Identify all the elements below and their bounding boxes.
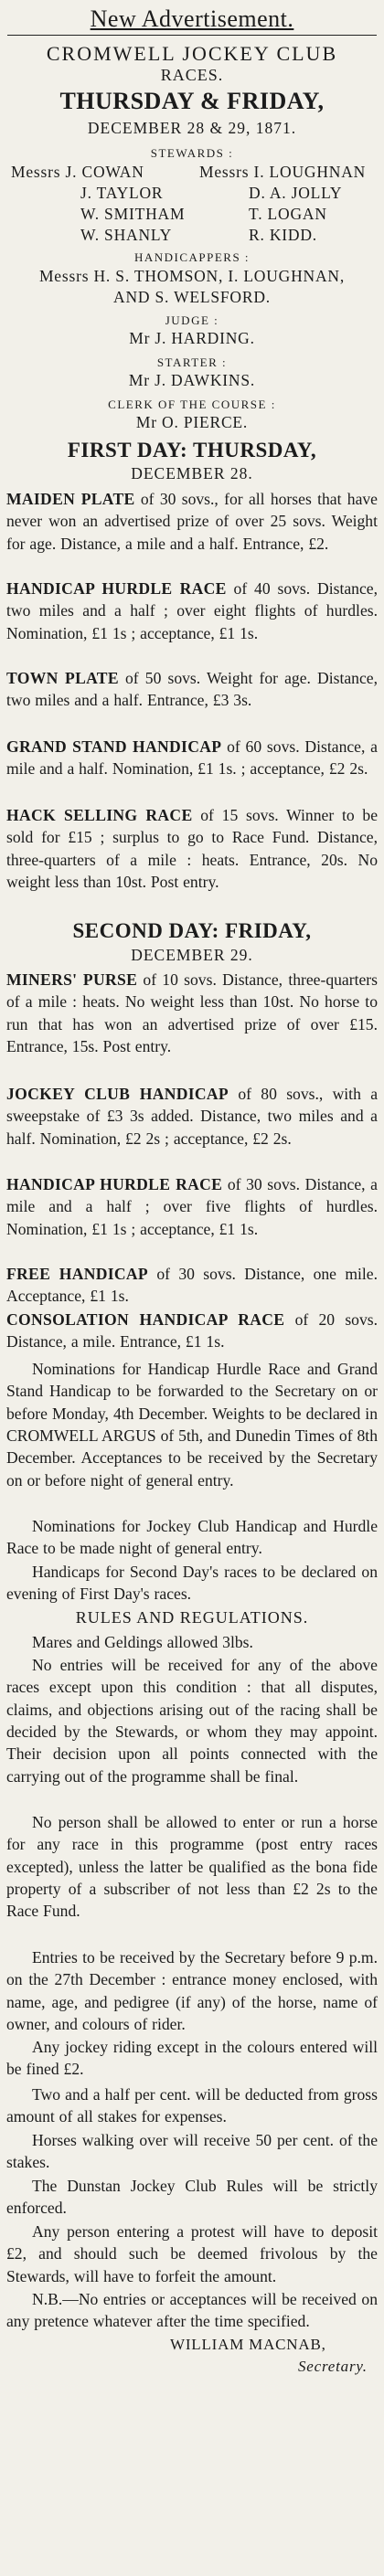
nominations-paragraph-2: Nominations for Jockey Club Handicap and Hurdle Race to be made night of general entry. — [6, 1517, 378, 1558]
race-name: MINERS' PURSE — [6, 970, 138, 989]
rule-2: No entries will be received for any of the above races except upon this condition : that all disputes, claims, and objections arising out of the racing shall be decided by the Stewards, or whom they may appoint. Their decision upon all points connected with the carrying out of the programme shall be final. — [6, 1656, 378, 1786]
rule-4: Entries to be received by the Secretary before 9 p.m. on the 27th December : entrance money enclosed, with name, age, and pedigree (if any) of the horse, name of owner, and colours of rider. — [6, 1948, 378, 2034]
steward-right-2: D. A. JOLLY — [249, 184, 343, 202]
race-name: HANDICAP HURDLE RACE — [6, 1175, 223, 1193]
race-name: HANDICAP HURDLE RACE — [6, 579, 227, 598]
race-details: of 40 sovs. Distance, two miles and a half ; over eight flights of hurdles. Nomination, £1 1s ; acceptance, £1 1s. — [6, 579, 378, 642]
race-details: of 50 sovs. Weight for age. Distance, two miles and a half. Entrance, £3 3s. — [6, 669, 378, 710]
race-details: of 15 sovs. Winner to be sold for £15 ; surplus to go to Race Fund. Distance, three-quarters of a mile : heats. Entrance, 20s. No weight less than 10st. Post entry. — [6, 806, 378, 892]
race-free-handicap — [6, 1263, 378, 1308]
race-details: of 80 sovs., with a sweepstake of £3 3s added. Distance, two miles and a half. Nomination, £2 2s ; acceptance, £2 2s. — [6, 1085, 378, 1148]
handicappers-label: HANDICAPPERS : — [133, 250, 251, 264]
race-maiden-plate — [6, 488, 378, 555]
nominations-paragraph-3: Handicaps for Second Day's races to be declared on evening of First Day's races. — [6, 1563, 378, 1604]
rule-9: Any person entering a protest will have to deposit £2, and should such be deemed frivolous by the Stewards, will have to forfeit the amount. — [6, 2222, 378, 2285]
header-rule — [7, 35, 377, 36]
rule-7: Horses walking over will receive 50 per cent. of the stakes. — [6, 2131, 378, 2172]
rules-title: RULES AND REGULATIONS. — [75, 1608, 309, 1627]
main-date: DECEMBER 28 & 29, 1871. — [87, 119, 297, 137]
handicappers-line2: AND S. WELSFORD. — [113, 288, 271, 306]
race-name: FREE HANDICAP — [6, 1265, 148, 1283]
judge-name: Mr J. HARDING. — [129, 329, 255, 347]
races-label: RACES. — [160, 66, 224, 84]
first-day-title: FIRST DAY: THURSDAY, — [67, 439, 317, 461]
steward-left-4: W. SHANLY — [80, 226, 173, 244]
signature-title: Secretary. — [298, 2358, 368, 2375]
club-title: CROMWELL JOCKEY CLUB — [46, 42, 338, 65]
race-handicap-hurdle-2 — [6, 1173, 378, 1240]
race-name: CONSOLATION HANDICAP RACE — [6, 1310, 285, 1329]
race-details: of 20 sovs. Distance, a mile. Entrance, £1 1s. — [6, 1310, 379, 1352]
stewards-label: STEWARDS : — [150, 146, 234, 160]
race-name: JOCKEY CLUB HANDICAP — [6, 1085, 229, 1103]
steward-left-3: W. SMITHAM — [80, 205, 186, 223]
starter-name: Mr J. DAWKINS. — [128, 371, 256, 389]
race-name: GRAND STAND HANDICAP — [6, 737, 222, 756]
race-details: of 30 sovs., for all horses that have never won an advertised prize of over 25 sovs. Weight for age. Distance, a mile and a half. Entrance, £2. — [6, 490, 378, 553]
race-handicap-hurdle-1 — [6, 578, 378, 644]
rule-8: The Dunstan Jockey Club Rules will be strictly enforced. — [6, 2177, 378, 2218]
rule-3: No person shall be allowed to enter or run a horse for any race in this programme (post entry races excepted), unless the latter be qualified as the bona fide property of a subscriber of not less than £2 2s to the Race Fund. — [6, 1813, 378, 1921]
clerk-label: CLERK OF THE COURSE : — [108, 398, 276, 411]
race-miners-purse — [6, 969, 378, 1057]
race-name: MAIDEN PLATE — [6, 490, 135, 508]
steward-left-1: Messrs J. COWAN — [11, 163, 144, 181]
rule-10: N.B.—No entries or acceptances will be received on any pretence whatever after the time specified. — [6, 2290, 378, 2331]
clerk-name: Mr O. PIERCE. — [135, 413, 249, 431]
steward-right-3: T. LOGAN — [249, 205, 327, 223]
second-day-date: DECEMBER 29. — [131, 946, 253, 964]
steward-right-1: Messrs I. LOUGHNAN — [199, 163, 367, 181]
second-day-title: SECOND DAY: FRIDAY, — [72, 919, 312, 942]
race-details: of 30 sovs. Distance, one mile. Acceptance, £1 1s. — [6, 1265, 378, 1306]
judge-label: JUDGE : — [165, 313, 219, 327]
main-title: THURSDAY & FRIDAY, — [59, 88, 325, 114]
race-hack-selling — [6, 804, 378, 893]
race-town-plate — [6, 667, 378, 712]
rule-5: Any jockey riding except in the colours entered will be fined £2. — [6, 2038, 378, 2079]
rule-1: Mares and Geldings allowed 3lbs. — [32, 1633, 253, 1651]
race-details: of 60 sovs. Distance, a mile and a half. Nomination, £1 1s. ; acceptance, £2 2s. — [6, 737, 378, 779]
race-name: TOWN PLATE — [6, 669, 119, 687]
handicappers-line1: Messrs H. S. THOMSON, I. LOUGHNAN, — [38, 267, 346, 285]
race-details: of 10 sovs. Distance, three-quarters of a mile : heats. No weight less than 10st. No horse to run that has won an advertised prize of over £15. Entrance, 15s. Post entry. — [6, 970, 379, 1056]
steward-right-4: R. KIDD. — [249, 226, 317, 244]
rule-6: Two and a half per cent. will be deducted from gross amount of all stakes for expenses. — [6, 2085, 378, 2126]
race-grand-stand — [6, 736, 378, 780]
race-jockey-club-handicap — [6, 1083, 378, 1150]
section-header: New Advertisement. — [90, 5, 294, 32]
first-day-date: DECEMBER 28. — [131, 464, 253, 482]
race-name: HACK SELLING RACE — [6, 806, 193, 824]
steward-left-2: J. TAYLOR — [80, 184, 164, 202]
starter-label: STARTER : — [156, 355, 228, 369]
race-consolation — [6, 1309, 378, 1353]
nominations-paragraph-1: Nominations for Handicap Hurdle Race and Grand Stand Handicap to be forwarded to the Secretary on or before Monday, 4th December. Weights to be declared in CROMWELL ARGUS of 5th, and Dunedin Times of 8th December. Acceptances to be received by the Secretary on or before night of general entry. — [6, 1360, 378, 1489]
race-details: of 30 sovs. Distance, a mile and a half ; over five flights of hurdles. Nomination, £1 1s ; acceptance, £1 1s. — [6, 1175, 378, 1238]
signature-name: WILLIAM MACNAB, — [170, 2336, 326, 2353]
